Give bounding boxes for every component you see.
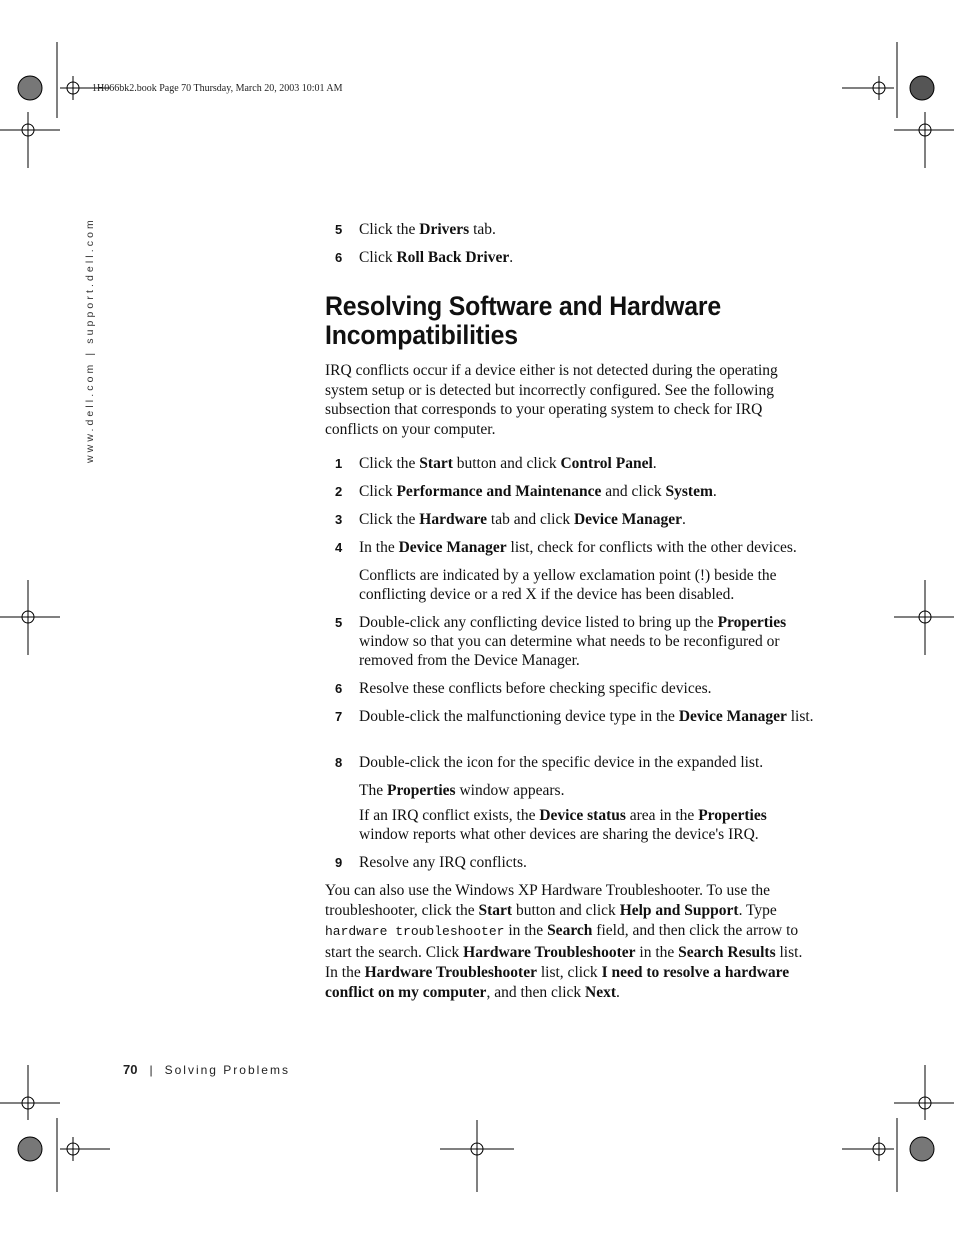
sidebar-url: www.dell.com | support.dell.com [84, 217, 96, 463]
section-heading: Resolving Software and Hardware Incompatibilities [325, 291, 721, 350]
footer-section-name: Solving Problems [164, 1063, 290, 1077]
footer-separator: | [149, 1063, 153, 1077]
step-number: 6 [335, 250, 343, 265]
print-header: 1H066bk2.book Page 70 Thursday, March 20, 2003 10:01 AM [92, 83, 343, 94]
step-note: If an IRQ conflict exists, the Device status area in the Properties window reports what other devices are sharing the device's IRQ. [359, 807, 767, 843]
page-number: 70 [123, 1062, 138, 1077]
intro-paragraph: IRQ conflicts occur if a device either is not detected during the operating system setup or is detected but incorrectly configured. See the following subsection that corresponds to your operating system to check for IRQ conflicts on your computer. [325, 362, 778, 438]
step-note: Conflicts are indicated by a yellow exclamation point (!) beside the conflicting device or a red X if the device has been disabled. [359, 567, 777, 603]
closing-paragraph: You can also use the Windows XP Hardware Troubleshooter. To use the troubleshooter, click the Start button and click Help and Support. Type hardware troubleshooter in the Search field, and then click the arrow to start the search. Click Hardware Troubleshooter in the Search Results list. In the Hardware Troubleshooter list, click I need to resolve a hardware conflict on my computer, and then click Next. [325, 882, 803, 1002]
page-footer [123, 1062, 290, 1077]
step-note: The Properties window appears. [359, 782, 565, 799]
code-text: hardware troubleshooter [325, 924, 505, 940]
step-number: 5 [335, 222, 343, 237]
